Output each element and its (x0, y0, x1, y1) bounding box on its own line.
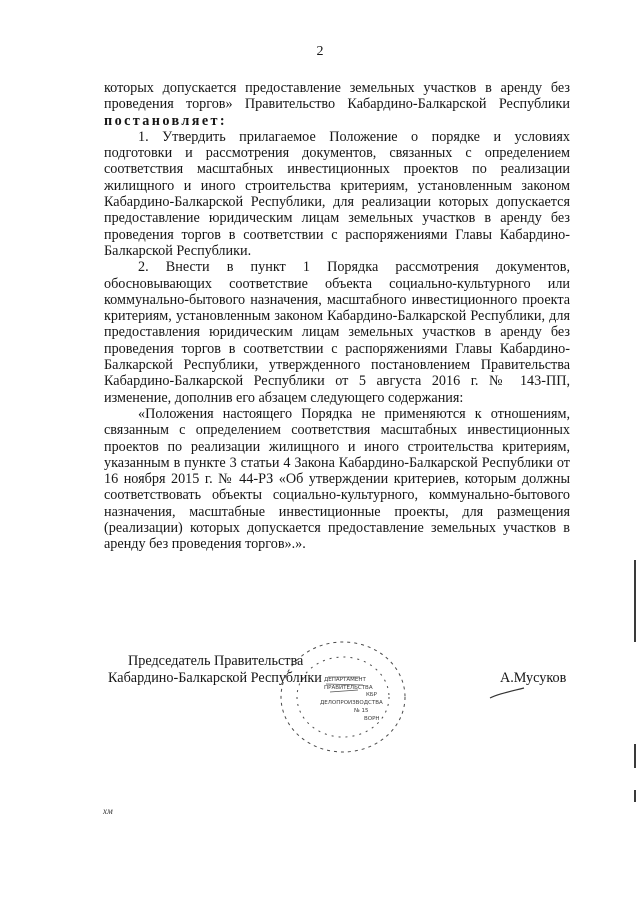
stamp-line-3: КБР (366, 692, 377, 698)
page-number: 2 (316, 44, 324, 59)
signatory-title-line-1: Председатель Правительства (128, 653, 304, 669)
scan-edge-mark (634, 790, 636, 802)
signatory-title-line-2: Кабардино-Балкарской Республики (108, 670, 322, 686)
stamp-line-4: ДЕЛОПРОИЗВОДСТВА (320, 700, 383, 706)
scan-edge-mark (634, 744, 636, 768)
stamp-line-2: ПРАВИТЕЛЬСТВА (324, 685, 373, 691)
item-1-paragraph: 1. Утвердить прилагаемое Положение о порядке и условиях подготовки и рассмотрения документов, связанных с определением соответствия масштабных инвестиционных проектов по реализации жилищного и иного строительства критериям, установленным законом Кабардино-Балкарской Республики, для реализации которых допускается предоставление юридическим лицам земельных участков в аренду без проведения торгов в соответствии с распоряжениями Главы Кабардино-Балкарской Республики. (104, 128, 570, 259)
handwritten-signature (488, 684, 528, 704)
signatory-title (108, 653, 348, 687)
document-body (104, 80, 570, 553)
stamp-line-1: ДЕПАРТАМЕНТ (324, 677, 366, 683)
signatory-name: А.Мусуков (500, 670, 567, 686)
stamp-line-6: ВОРН (364, 716, 380, 722)
footer-initials: хм (103, 806, 113, 816)
item-2-paragraph: 2. Внести в пункт 1 Порядка рассмотрения документов, обосновывающих соответствие объекта социально-культурного или коммунально-бытового назначения, масштабного инвестиционного проекта критериям, установленным законом Кабардино-Балкарской Республики, для предоставления юридическим лицам земельных участков в аренду без проведения торгов в соответствии с распоряжениями Главы Кабардино-Балкарской Республики, утвержденного постановлением Правительства Кабардино-Балкарской Республики от 5 августа 2016 г. № 143-ПП, изменение, дополнив его абзацем следующего содержания: (104, 259, 570, 406)
official-stamp (268, 632, 418, 762)
intro-paragraph (104, 80, 570, 129)
quoted-paragraph: «Положения настоящего Порядка не применяются к отношениям, связанным с определением соответствия масштабных инвестиционных проектов по реализации жилищного и иного строительства критериям, указанным в пункте 3 статьи 4 Закона Кабардино-Балкарской Республики от 16 ноября 2015 г. № 44-РЗ «Об утверждении критериев, которым должны соответствовать объекты социально-культурного, коммунально-бытового назначения, масштабные инвестиционные проекты, для размещения (реализации) которых допускается предоставление земельных участков в аренду без проведения торгов».». (104, 405, 570, 553)
resolves-word: постановляет: (104, 112, 228, 129)
scan-edge-mark (634, 560, 636, 642)
intro-text: которых допускается предоставление земельных участков в аренду без проведения торгов» Правительство Кабардино-Балкарской Республики (104, 80, 570, 113)
stamp-line-5: № 15 (354, 708, 369, 714)
